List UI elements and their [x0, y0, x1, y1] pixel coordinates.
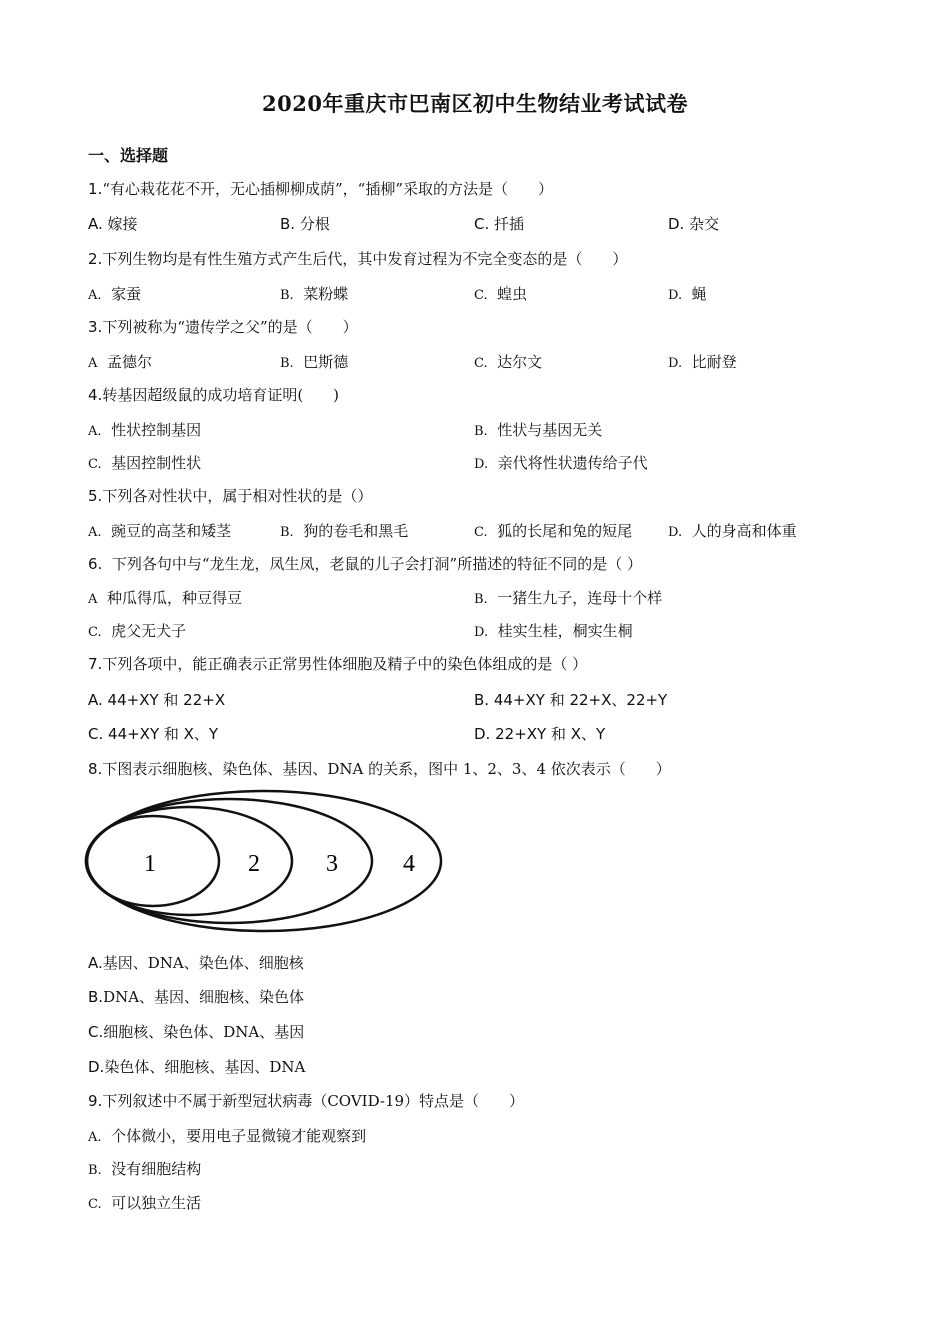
question-text: 下列生物均是有性生殖方式产生后代，其中发育过程为不完全变态的是（ ）	[102, 250, 628, 268]
option-4c[interactable]: C. 基因控制性状	[88, 454, 202, 472]
option-9c[interactable]: C. 可以独立生活	[88, 1194, 202, 1212]
option-7c[interactable]: C. 44+XY 和 X、Y	[88, 725, 219, 743]
option-1c[interactable]: C. 扦插	[474, 215, 525, 233]
option-6c[interactable]: C. 虎父无犬子	[88, 622, 187, 640]
question-9	[88, 1090, 524, 1111]
question-text: 下列各项中，能正确表示正常男性体细胞及精子中的染色体组成的是（ ）	[102, 655, 588, 673]
question-text: 下列各句中与“龙生龙，凤生凤，老鼠的儿子会打洞”所描述的特征不同的是（ ）	[111, 555, 642, 573]
question-4	[88, 384, 339, 405]
option-7b[interactable]: B. 44+XY 和 22+X、22+Y	[474, 691, 668, 709]
question-number: 5.	[88, 487, 103, 505]
option-4b[interactable]: B. 性状与基因无关	[474, 421, 603, 439]
option-8b[interactable]: B.DNA、基因、细胞核、染色体	[88, 988, 305, 1006]
question-text: 下列被称为“遗传学之父”的是（ ）	[102, 318, 358, 336]
question-3	[88, 316, 358, 337]
option-9b[interactable]: B. 没有细胞结构	[88, 1160, 202, 1178]
question-7	[88, 653, 587, 674]
label-2: 2	[248, 851, 260, 877]
option-4a[interactable]: A. 性状控制基因	[88, 421, 202, 439]
question-number: 9.	[88, 1092, 103, 1110]
page-title: 2020年重庆市巴南区初中生物结业考试试卷	[262, 91, 688, 116]
option-3a[interactable]: A 孟德尔	[88, 353, 152, 371]
question-number: 2.	[88, 250, 103, 268]
question-text: 转基因超级鼠的成功培育证明( )	[102, 386, 340, 404]
question-text: 下图表示细胞核、染色体、基因、DNA 的关系，图中 1、2、3、4 依次表示（ ）	[102, 760, 671, 778]
option-4d[interactable]: D. 亲代将性状遗传给子代	[474, 454, 648, 472]
question-6	[88, 553, 642, 574]
option-1a[interactable]: A. 嫁接	[88, 215, 138, 233]
question-number: 1.	[88, 180, 103, 198]
question-number: 7.	[88, 655, 103, 673]
question-text: “有心栽花花不开，无心插柳柳成荫”，“插柳”采取的方法是（ ）	[102, 180, 553, 198]
question-1	[88, 178, 553, 199]
label-1: 1	[144, 851, 156, 877]
nested-ellipses-diagram	[84, 786, 454, 936]
option-1b[interactable]: B. 分根	[280, 215, 330, 233]
option-9a[interactable]: A. 个体微小，要用电子显微镜才能观察到	[88, 1127, 367, 1145]
question-number: 4.	[88, 386, 103, 404]
question-number: 3.	[88, 318, 103, 336]
option-2b[interactable]: B. 菜粉蝶	[280, 285, 349, 303]
option-2a[interactable]: A. 家蚕	[88, 285, 142, 303]
option-3b[interactable]: B. 巴斯德	[280, 353, 349, 371]
option-1d[interactable]: D. 杂交	[668, 215, 720, 233]
question-number: 8.	[88, 760, 103, 778]
question-5	[88, 485, 372, 506]
section-heading: 一、选择题	[88, 146, 169, 165]
option-6a[interactable]: A 种瓜得瓜，种豆得豆	[88, 589, 242, 607]
option-3c[interactable]: C. 达尔文	[474, 353, 543, 371]
option-8c[interactable]: C.细胞核、染色体、DNA、基因	[88, 1023, 305, 1041]
label-3: 3	[326, 851, 338, 877]
option-5b[interactable]: B. 狗的卷毛和黑毛	[280, 522, 409, 540]
question-text: 下列各对性状中，属于相对性状的是（）	[102, 487, 373, 505]
option-2d[interactable]: D. 蝇	[668, 285, 707, 303]
option-6b[interactable]: B. 一猪生九子，连母十个样	[474, 589, 663, 607]
option-5a[interactable]: A. 豌豆的高茎和矮茎	[88, 522, 232, 540]
option-5d[interactable]: D. 人的身高和体重	[668, 522, 797, 540]
option-2c[interactable]: C. 蝗虫	[474, 285, 528, 303]
option-8a[interactable]: A.基因、DNA、染色体、细胞核	[88, 954, 304, 972]
option-7d[interactable]: D. 22+XY 和 X、Y	[474, 725, 606, 743]
label-4: 4	[403, 851, 415, 877]
question-2	[88, 248, 627, 269]
question-8	[88, 758, 671, 779]
question-text: 下列叙述中不属于新型冠状病毒（COVID-19）特点是（ ）	[102, 1092, 525, 1110]
question-number: 6.	[88, 555, 103, 573]
option-3d[interactable]: D. 比耐登	[668, 353, 737, 371]
option-5c[interactable]: C. 狐的长尾和兔的短尾	[474, 522, 633, 540]
option-8d[interactable]: D.染色体、细胞核、基因、DNA	[88, 1058, 306, 1076]
option-6d[interactable]: D. 桂实生桂，桐实生桐	[474, 622, 633, 640]
option-7a[interactable]: A. 44+XY 和 22+X	[88, 691, 226, 709]
